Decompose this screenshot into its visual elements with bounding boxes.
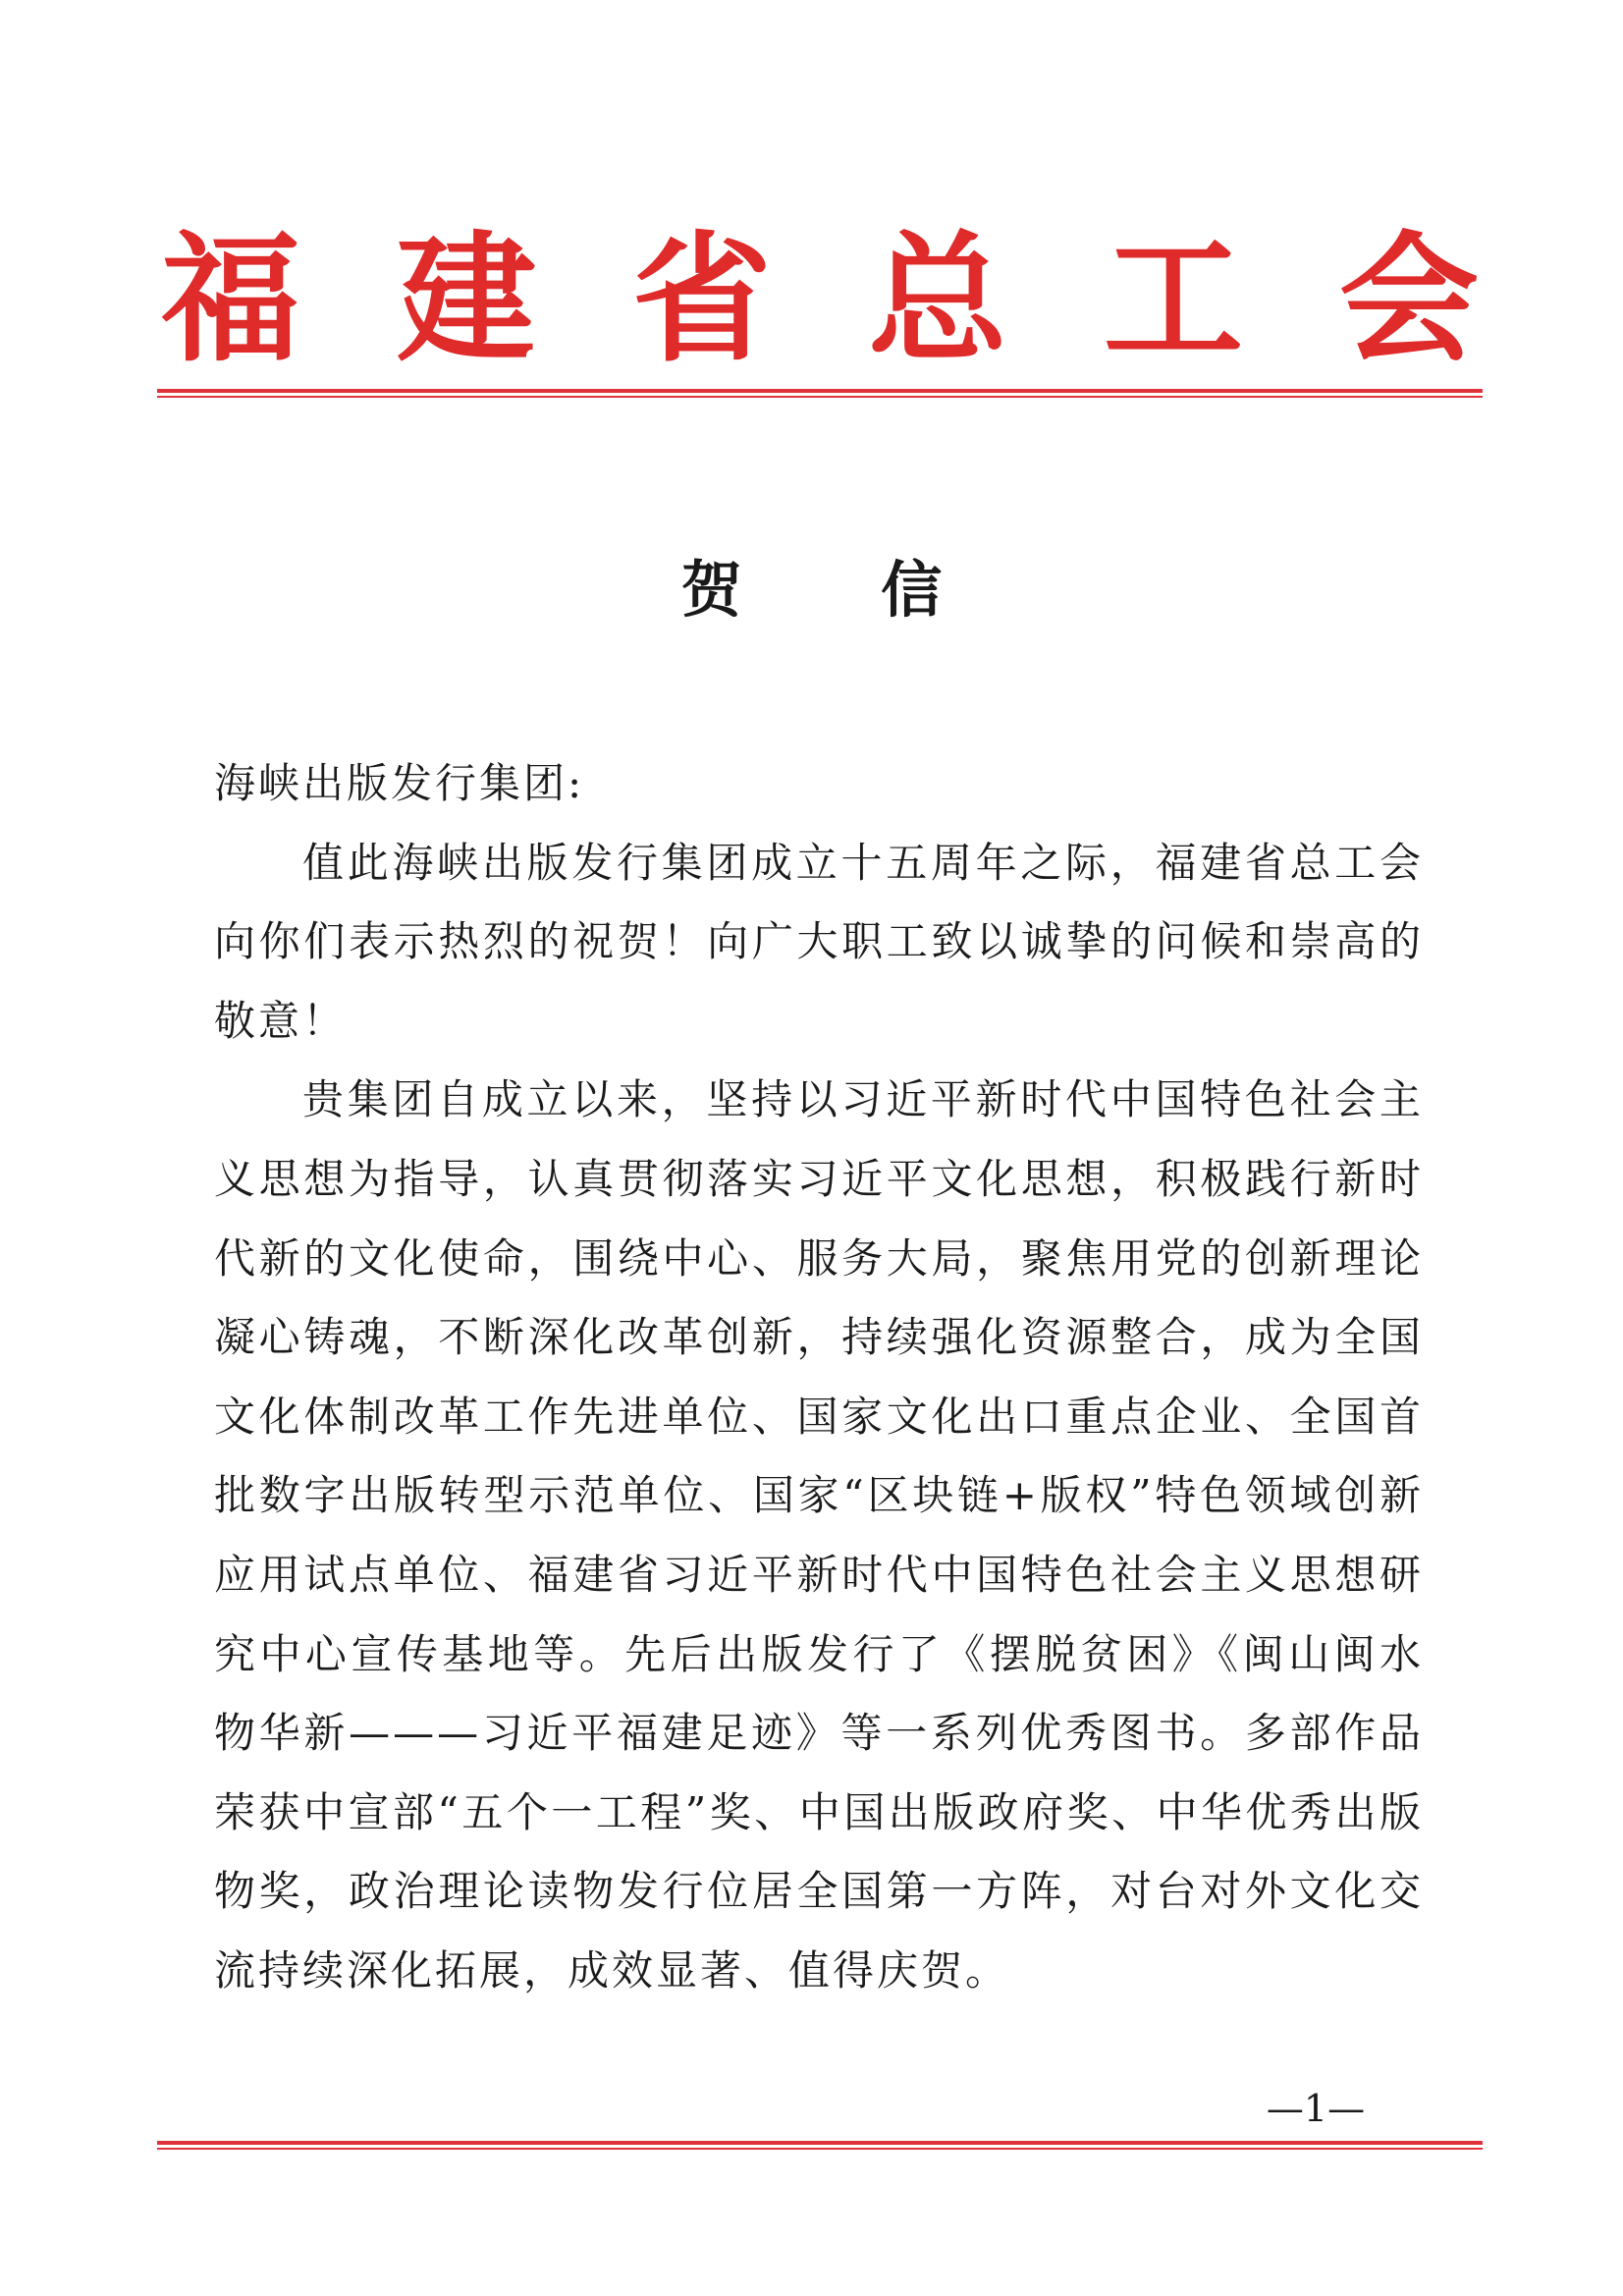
body-paragraph: 值此海峡出版发行集团成立十五周年之际，福建省总工会向你们表示热烈的祝贺！向广大职工致以诚挚的问候和崇高的敬意！	[214, 838, 1424, 1045]
letterhead-char: 福	[161, 218, 300, 381]
letterhead-char: 省	[632, 218, 772, 381]
document-title: 贺 信	[680, 554, 1001, 626]
footer-divider	[157, 2141, 1483, 2145]
letterhead-char: 总	[868, 218, 1007, 381]
body-paragraph: 贵集团自成立以来，坚持以习近平新时代中国特色社会主义思想为指导，认真贯彻落实习近平文化思想，积极践行新时代新的文化使命，围绕中心、服务大局，聚焦用党的创新理论凝心铸魂，不断深化改革创新，持续强化资源整合，成为全国文化体制改革工作先进单位、国家文化出口重点企业、全国首批数字出版转型示范单位、国家“区块链+版权”特色领域创新应用试点单位、福建省习近平新时代中国特色社会主义思想研究中心宣传基地等。先后出版发行了《摆脱贫困》《闽山闽水物华新———习近平福建足迹》等一系列优秀图书。多部作品荣获中宣部“五个一工程”奖、中国出版政府奖、中华优秀出版物奖，政治理论读物发行位居全国第一方阵，对台对外文化交流持续深化拓展，成效显著、值得庆贺。	[214, 1075, 1424, 1995]
letter-body	[214, 744, 1424, 2011]
page-number: —1—	[1266, 2087, 1366, 2130]
letterhead-divider	[157, 389, 1483, 393]
letterhead-char: 建	[397, 218, 536, 381]
letterhead-title	[157, 218, 1483, 381]
letterhead-char: 工	[1104, 218, 1243, 381]
letterhead-char: 会	[1339, 218, 1479, 381]
salutation: 海峡出版发行集团:	[214, 759, 585, 807]
